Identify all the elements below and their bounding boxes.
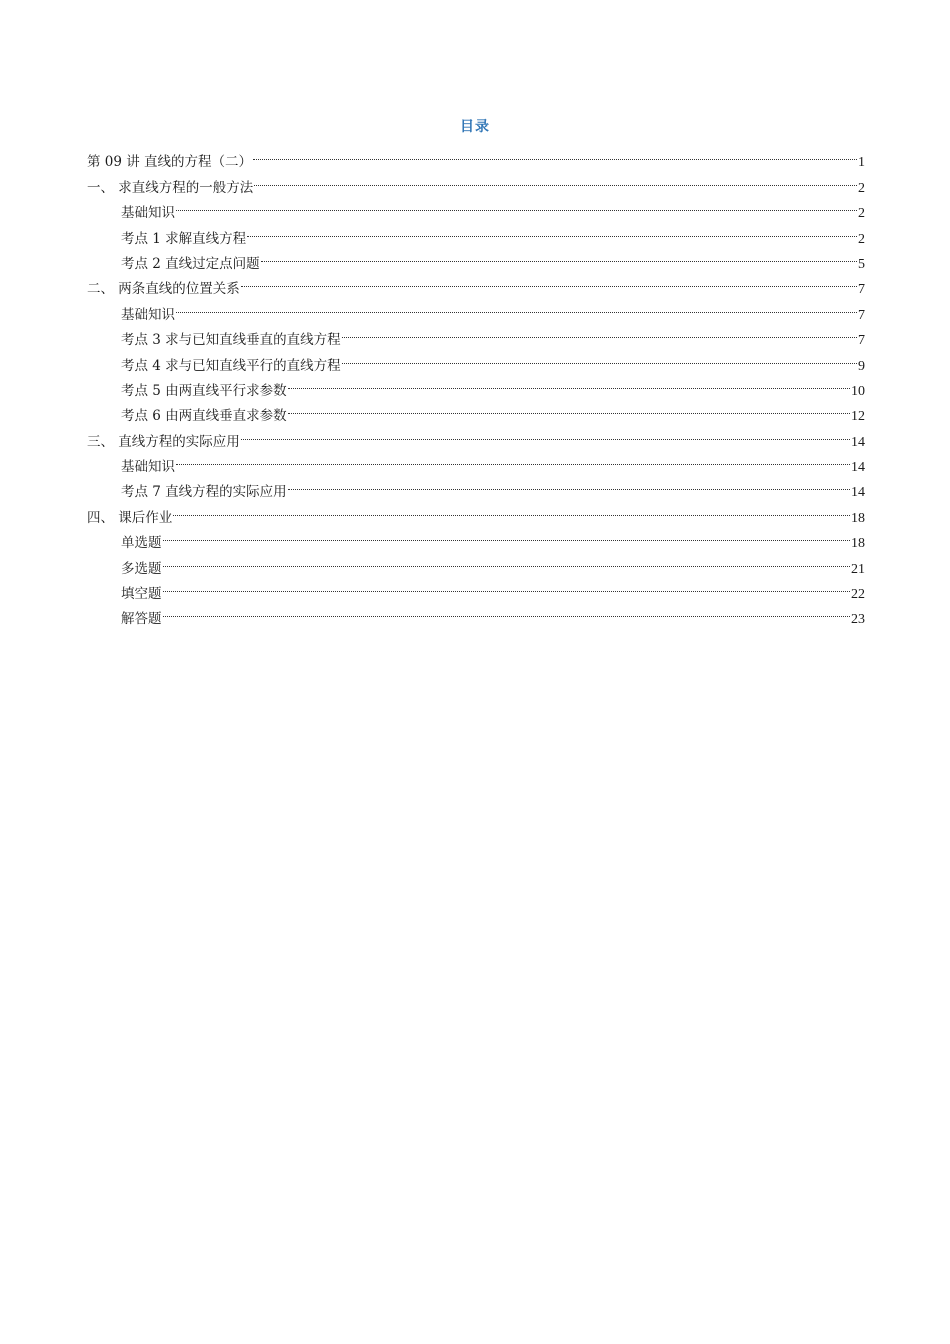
toc-entry-section-4[interactable] <box>87 496 865 526</box>
toc-entry-label: 考点 7 直线方程的实际应用 <box>121 484 287 501</box>
toc-entry-basics-1[interactable] <box>87 192 865 222</box>
toc-page-number: 14 <box>851 434 865 450</box>
toc-page-number: 14 <box>851 460 865 476</box>
dot-leader <box>176 192 857 217</box>
toc-entry-label: 三、 直线方程的实际应用 <box>87 433 240 450</box>
toc-page-number: 7 <box>858 307 865 323</box>
toc-entry-label: 四、 课后作业 <box>87 509 173 526</box>
toc-entry-solutions[interactable] <box>87 598 865 628</box>
dot-leader <box>254 166 857 191</box>
toc-entry-label: 二、 两条直线的位置关系 <box>87 281 240 298</box>
toc-entry-label: 考点 4 求与已知直线平行的直线方程 <box>121 357 341 374</box>
toc-entry-point-3[interactable] <box>87 319 865 349</box>
dot-leader <box>288 370 850 395</box>
toc-entry-single-choice[interactable] <box>87 522 865 552</box>
dot-leader <box>342 319 857 344</box>
toc-page-number: 1 <box>858 155 865 171</box>
toc-page-number: 18 <box>851 510 865 526</box>
dot-leader <box>176 293 857 318</box>
toc-entry-label: 基础知识 <box>121 205 175 222</box>
dot-leader <box>288 471 850 496</box>
dot-leader <box>288 395 850 420</box>
toc-page-number: 14 <box>851 485 865 501</box>
toc-page-number: 9 <box>858 358 865 374</box>
toc-entry-label: 考点 3 求与已知直线垂直的直线方程 <box>121 332 341 349</box>
toc-entry-label: 第 09 讲 直线的方程（二） <box>87 154 253 171</box>
toc-page-number: 23 <box>851 612 865 628</box>
toc-entry-label: 填空题 <box>121 586 162 603</box>
table-of-contents <box>87 141 865 628</box>
toc-page-number: 18 <box>851 536 865 552</box>
dot-leader <box>163 598 851 623</box>
dot-leader <box>163 522 851 547</box>
dot-leader <box>253 141 857 166</box>
toc-page-number: 5 <box>858 256 865 272</box>
dot-leader <box>247 217 857 242</box>
dot-leader <box>163 547 851 572</box>
toc-entry-label: 一、 求直线方程的一般方法 <box>87 179 254 196</box>
toc-title: 目录 <box>460 119 490 135</box>
toc-entry-multiple-choice[interactable] <box>87 547 865 577</box>
dot-leader <box>163 573 851 598</box>
dot-leader <box>342 344 857 369</box>
dot-leader <box>176 446 850 471</box>
toc-entry-label: 解答题 <box>121 611 162 628</box>
dot-leader <box>241 420 850 445</box>
dot-leader <box>173 496 850 521</box>
toc-entry-label: 基础知识 <box>121 459 175 476</box>
toc-page-number: 10 <box>851 383 865 399</box>
toc-entry-label: 考点 6 由两直线垂直求参数 <box>121 408 287 425</box>
toc-page-number: 22 <box>851 587 865 603</box>
toc-entry-lecture[interactable] <box>87 141 865 171</box>
toc-page-number: 7 <box>858 333 865 349</box>
toc-page-number: 2 <box>858 206 865 222</box>
toc-page-number: 2 <box>858 231 865 247</box>
toc-entry-label: 多选题 <box>121 560 162 577</box>
toc-page-number: 7 <box>858 282 865 298</box>
toc-page-number: 2 <box>858 180 865 196</box>
toc-page-number: 21 <box>851 561 865 577</box>
toc-entry-basics-3[interactable] <box>87 446 865 476</box>
toc-entry-label: 考点 1 求解直线方程 <box>121 230 247 247</box>
dot-leader <box>261 243 857 268</box>
toc-entry-point-7[interactable] <box>87 471 865 501</box>
toc-entry-point-1[interactable] <box>87 217 865 247</box>
dot-leader <box>241 268 857 293</box>
toc-page-number: 12 <box>851 409 865 425</box>
toc-entry-label: 考点 2 直线过定点问题 <box>121 255 260 272</box>
toc-entry-label: 考点 5 由两直线平行求参数 <box>121 382 287 399</box>
toc-entry-label: 基础知识 <box>121 306 175 323</box>
toc-entry-fill-blank[interactable] <box>87 573 865 603</box>
toc-entry-basics-2[interactable] <box>87 293 865 323</box>
toc-entry-label: 单选题 <box>121 535 162 552</box>
